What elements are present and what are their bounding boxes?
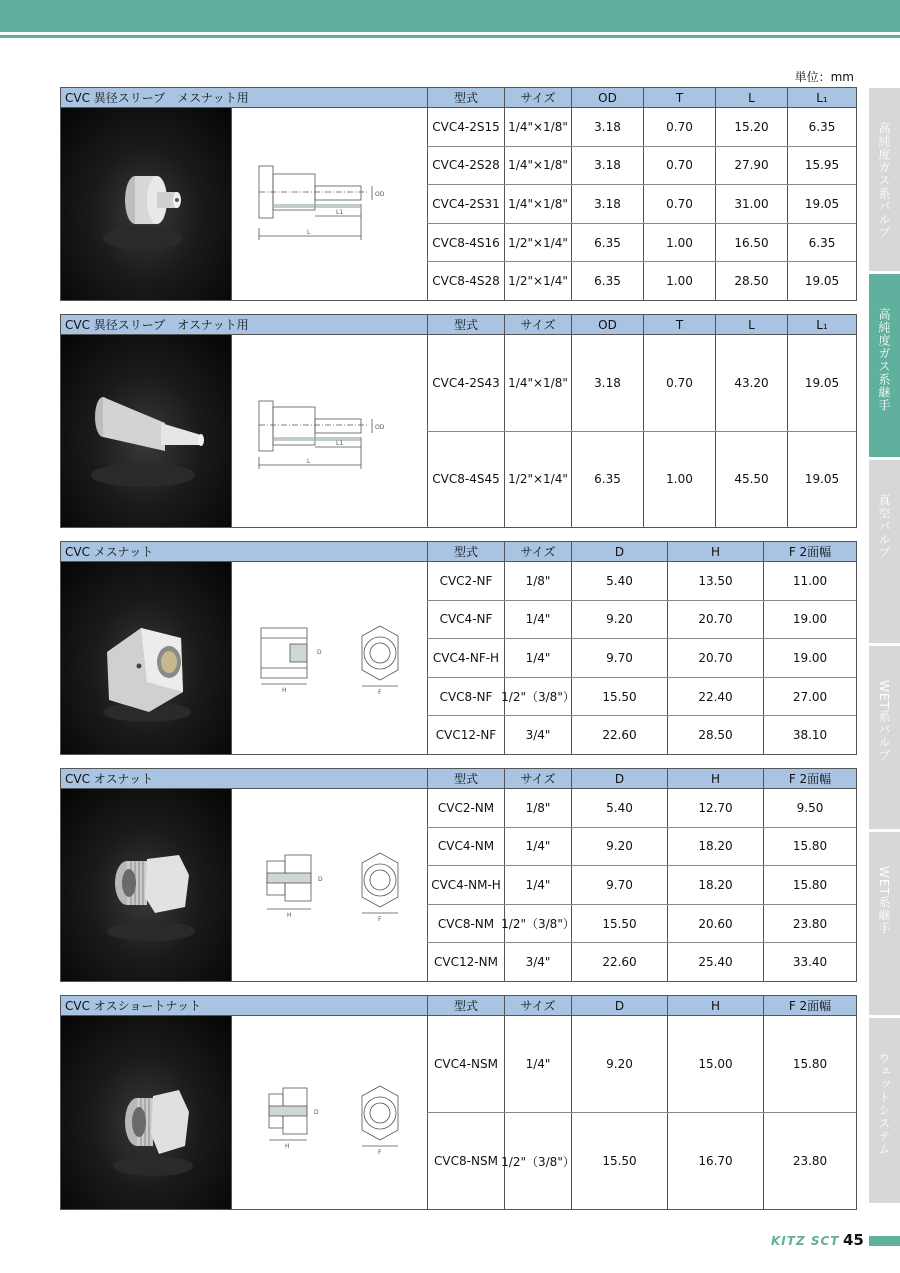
cell-f: 15.80 [763, 1016, 856, 1112]
header-od: OD [571, 315, 643, 334]
table-row [427, 1112, 856, 1209]
cell-model: CVC4-NSM [427, 1016, 504, 1112]
svg-text:L1: L1 [336, 209, 344, 216]
product-photo [61, 562, 232, 754]
svg-text:H: H [285, 1143, 290, 1150]
cell-model: CVC4-NF [427, 601, 504, 639]
cell-d: 15.50 [571, 1113, 667, 1209]
cell-size: 1/4" [504, 866, 571, 904]
header-model: 型式 [427, 542, 504, 561]
sidebar-tab-label: WET系継手 [877, 866, 891, 935]
table-row [427, 827, 856, 866]
header-f: F 2面幅 [763, 542, 856, 561]
header-size: サイズ [504, 315, 571, 334]
table-row [427, 715, 856, 754]
header-f: F 2面幅 [763, 996, 856, 1015]
unit-label: 単位：mm [794, 70, 854, 84]
cell-l: 31.00 [715, 185, 787, 223]
sidebar-tab-label: 高純度ガス系継手 [877, 308, 891, 412]
spec-table [427, 562, 856, 754]
cell-t: 0.70 [643, 108, 715, 146]
cell-model: CVC4-NM-H [427, 866, 504, 904]
svg-text:F: F [378, 689, 382, 696]
sleeve-photo-graphic [61, 108, 232, 300]
cell-l1: 6.35 [787, 224, 856, 262]
cell-h: 20.70 [667, 601, 763, 639]
cell-size: 3/4" [504, 943, 571, 981]
cell-size: 1/4"×1/8" [504, 108, 571, 146]
male-nut-photo-graphic [61, 789, 232, 981]
header-t: T [643, 315, 715, 334]
header-od: OD [571, 88, 643, 107]
header-model: 型式 [427, 996, 504, 1015]
header-size: サイズ [504, 996, 571, 1015]
header-size: サイズ [504, 542, 571, 561]
cell-l1: 6.35 [787, 108, 856, 146]
cell-model: CVC8-NM [427, 905, 504, 943]
table-row [427, 865, 856, 904]
cell-t: 0.70 [643, 185, 715, 223]
section-header [61, 769, 856, 789]
cell-model: CVC4-2S28 [427, 147, 504, 185]
section-title: CVC 異径スリーブ オスナット用 [65, 318, 249, 332]
header-h: H [667, 769, 763, 788]
svg-text:F: F [378, 916, 382, 923]
page-number: 45 [843, 1231, 864, 1249]
sidebar-tab-wet-fitting[interactable] [869, 832, 900, 1015]
cell-h: 12.70 [667, 789, 763, 827]
svg-text:D: D [314, 1109, 319, 1116]
technical-drawing [232, 789, 427, 981]
cell-l1: 19.05 [787, 432, 856, 528]
brand-logo: KITZ SCT [771, 1234, 840, 1248]
section-title: CVC 異径スリーブ メスナット用 [65, 91, 249, 105]
cell-size: 1/2"（3/8"） [504, 905, 571, 943]
header-d: D [571, 542, 667, 561]
table-row [427, 223, 856, 262]
sleeve-male-drawing [232, 335, 427, 527]
cell-size: 1/2"（3/8"） [504, 678, 571, 716]
cell-size: 3/4" [504, 716, 571, 754]
sidebar-tab-label: 高純度ガス系バルブ [877, 122, 891, 239]
section-header [61, 88, 856, 108]
cell-model: CVC4-NF-H [427, 639, 504, 677]
header-size: サイズ [504, 769, 571, 788]
cell-d: 9.70 [571, 639, 667, 677]
cell-l: 43.20 [715, 335, 787, 431]
table-row [427, 431, 856, 528]
cell-od: 3.18 [571, 108, 643, 146]
cell-od: 6.35 [571, 224, 643, 262]
table-row [427, 1016, 856, 1112]
table-row [427, 562, 856, 600]
cell-l1: 15.95 [787, 147, 856, 185]
table-row [427, 789, 856, 827]
spec-table [427, 1016, 856, 1209]
cell-l1: 19.05 [787, 185, 856, 223]
top-band [0, 0, 900, 32]
header-t: T [643, 88, 715, 107]
cell-f: 15.80 [763, 866, 856, 904]
cell-h: 16.70 [667, 1113, 763, 1209]
cell-h: 22.40 [667, 678, 763, 716]
svg-text:L: L [307, 458, 311, 465]
cell-h: 28.50 [667, 716, 763, 754]
svg-text:OD: OD [375, 191, 385, 198]
section-header [61, 996, 856, 1016]
cell-d: 5.40 [571, 789, 667, 827]
section-male-nut [60, 768, 857, 982]
female-nut-photo-graphic [61, 562, 232, 754]
section-sleeve-male [60, 314, 857, 528]
footer-accent-bar [869, 1236, 900, 1246]
cell-d: 22.60 [571, 943, 667, 981]
cell-t: 0.70 [643, 335, 715, 431]
cell-model: CVC8-4S28 [427, 262, 504, 300]
cell-size: 1/4" [504, 828, 571, 866]
category-sidebar [869, 88, 900, 1206]
cell-model: CVC8-NF [427, 678, 504, 716]
table-row [427, 335, 856, 431]
cell-d: 5.40 [571, 562, 667, 600]
product-photo [61, 335, 232, 527]
cell-l1: 19.05 [787, 262, 856, 300]
cell-d: 9.20 [571, 601, 667, 639]
cell-h: 25.40 [667, 943, 763, 981]
cell-size: 1/8" [504, 562, 571, 600]
sidebar-tab-vacuum-valve[interactable] [869, 460, 900, 643]
cell-model: CVC2-NM [427, 789, 504, 827]
cell-d: 15.50 [571, 905, 667, 943]
cell-f: 9.50 [763, 789, 856, 827]
sidebar-tab-label: 真空バルブ [877, 494, 891, 559]
section-header [61, 315, 856, 335]
cell-f: 19.00 [763, 639, 856, 677]
svg-text:D: D [318, 876, 323, 883]
cell-model: CVC4-2S43 [427, 335, 504, 431]
header-l: L [715, 88, 787, 107]
cell-size: 1/4"×1/8" [504, 335, 571, 431]
header-model: 型式 [427, 88, 504, 107]
svg-text:D: D [317, 649, 322, 656]
table-row [427, 942, 856, 981]
cell-l: 27.90 [715, 147, 787, 185]
header-l1: L₁ [787, 88, 856, 107]
cell-l1: 19.05 [787, 335, 856, 431]
header-model: 型式 [427, 315, 504, 334]
cell-h: 20.70 [667, 639, 763, 677]
cell-h: 18.20 [667, 828, 763, 866]
svg-text:F: F [378, 1149, 382, 1156]
spec-table [427, 789, 856, 981]
cell-model: CVC12-NF [427, 716, 504, 754]
male-short-nut-drawing [232, 1016, 427, 1209]
cell-f: 19.00 [763, 601, 856, 639]
cell-l: 15.20 [715, 108, 787, 146]
sidebar-tab-label: WET系バルブ [877, 680, 891, 762]
header-d: D [571, 996, 667, 1015]
cell-model: CVC8-NSM [427, 1113, 504, 1209]
cell-od: 6.35 [571, 432, 643, 528]
section-title: CVC オスナット [65, 772, 154, 786]
table-row [427, 146, 856, 185]
cell-f: 15.80 [763, 828, 856, 866]
cell-d: 15.50 [571, 678, 667, 716]
header-model: 型式 [427, 769, 504, 788]
svg-text:H: H [282, 687, 287, 694]
cell-d: 22.60 [571, 716, 667, 754]
cell-l: 45.50 [715, 432, 787, 528]
product-photo [61, 1016, 232, 1209]
product-photo [61, 789, 232, 981]
cell-f: 33.40 [763, 943, 856, 981]
cell-f: 38.10 [763, 716, 856, 754]
sleeve-long-photo-graphic [61, 335, 232, 527]
svg-text:OD: OD [375, 424, 385, 431]
cell-od: 3.18 [571, 185, 643, 223]
cell-size: 1/4" [504, 1016, 571, 1112]
cell-f: 23.80 [763, 1113, 856, 1209]
sidebar-tab-wet-system[interactable] [869, 1018, 900, 1203]
table-row [427, 638, 856, 677]
cell-h: 18.20 [667, 866, 763, 904]
technical-drawing [232, 1016, 427, 1209]
table-row [427, 108, 856, 146]
cell-model: CVC8-4S45 [427, 432, 504, 528]
technical-drawing [232, 108, 427, 300]
cell-size: 1/2"×1/4" [504, 432, 571, 528]
svg-text:L1: L1 [336, 440, 344, 447]
svg-text:L: L [307, 229, 311, 236]
cell-od: 3.18 [571, 147, 643, 185]
cell-t: 1.00 [643, 432, 715, 528]
header-size: サイズ [504, 88, 571, 107]
section-header [61, 542, 856, 562]
cell-model: CVC12-NM [427, 943, 504, 981]
cell-h: 15.00 [667, 1016, 763, 1112]
cell-l: 28.50 [715, 262, 787, 300]
cell-d: 9.70 [571, 866, 667, 904]
technical-drawing [232, 335, 427, 527]
cell-model: CVC2-NF [427, 562, 504, 600]
cell-model: CVC8-4S16 [427, 224, 504, 262]
cell-d: 9.20 [571, 828, 667, 866]
table-row [427, 600, 856, 639]
section-male-short-nut [60, 995, 857, 1210]
male-nut-drawing [232, 789, 427, 981]
cell-t: 0.70 [643, 147, 715, 185]
product-photo [61, 108, 232, 300]
cell-size: 1/4"×1/8" [504, 147, 571, 185]
female-nut-drawing [232, 562, 427, 754]
cell-d: 9.20 [571, 1016, 667, 1112]
table-row [427, 184, 856, 223]
cell-size: 1/4"×1/8" [504, 185, 571, 223]
cell-h: 13.50 [667, 562, 763, 600]
cell-model: CVC4-2S15 [427, 108, 504, 146]
cell-t: 1.00 [643, 224, 715, 262]
header-l1: L₁ [787, 315, 856, 334]
cell-size: 1/2"×1/4" [504, 262, 571, 300]
section-title: CVC オスショートナット [65, 999, 202, 1013]
cell-od: 3.18 [571, 335, 643, 431]
table-row [427, 677, 856, 716]
cell-f: 23.80 [763, 905, 856, 943]
spec-table [427, 108, 856, 300]
cell-f: 11.00 [763, 562, 856, 600]
cell-f: 27.00 [763, 678, 856, 716]
cell-size: 1/8" [504, 789, 571, 827]
header-l: L [715, 315, 787, 334]
sidebar-tab-gas-fitting[interactable] [869, 274, 900, 457]
section-female-nut [60, 541, 857, 755]
cell-size: 1/4" [504, 639, 571, 677]
cell-t: 1.00 [643, 262, 715, 300]
cell-size: 1/2"（3/8"） [504, 1113, 571, 1209]
section-title: CVC メスナット [65, 545, 154, 559]
spec-table [427, 335, 856, 527]
header-h: H [667, 996, 763, 1015]
sidebar-tab-label: ウェットシステム [877, 1052, 891, 1156]
cell-l: 16.50 [715, 224, 787, 262]
header-d: D [571, 769, 667, 788]
cell-size: 1/4" [504, 601, 571, 639]
table-row [427, 904, 856, 943]
cell-model: CVC4-2S31 [427, 185, 504, 223]
sidebar-tab-wet-valve[interactable] [869, 646, 900, 829]
technical-drawing [232, 562, 427, 754]
sleeve-drawing [232, 108, 427, 300]
cell-h: 20.60 [667, 905, 763, 943]
section-sleeve-female [60, 87, 857, 301]
table-row [427, 261, 856, 300]
male-short-nut-photo-graphic [61, 1016, 232, 1209]
header-h: H [667, 542, 763, 561]
header-f: F 2面幅 [763, 769, 856, 788]
sidebar-tab-gas-valve[interactable] [869, 88, 900, 271]
cell-size: 1/2"×1/4" [504, 224, 571, 262]
top-rule [0, 35, 900, 38]
svg-text:H: H [287, 912, 292, 919]
cell-od: 6.35 [571, 262, 643, 300]
cell-model: CVC4-NM [427, 828, 504, 866]
